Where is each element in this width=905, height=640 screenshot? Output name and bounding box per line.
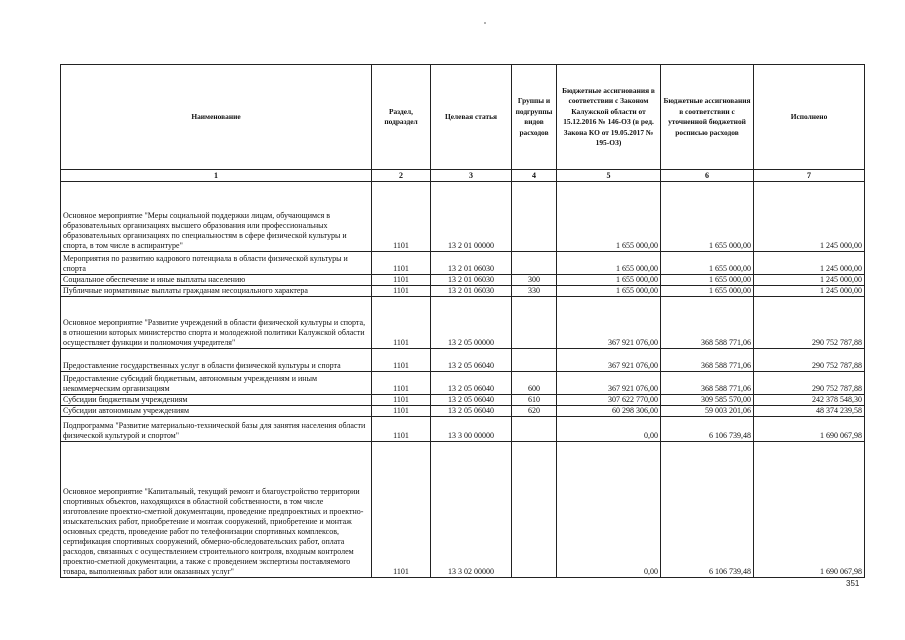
header-refined-allocation: Бюджетные ассигнования в соответствии с уточненной бюджетной росписью расходов [661, 65, 754, 170]
table-row [61, 442, 865, 578]
row-name: Подпрограмма "Развитие материально-технической базы для занятия населения области физической культурой и спортом" [61, 417, 372, 442]
row-refined-amount: 368 588 771,06 [661, 349, 754, 372]
column-number: 5 [557, 170, 661, 182]
row-law-amount: 1 655 000,00 [557, 275, 661, 286]
column-number: 3 [431, 170, 512, 182]
column-number: 6 [661, 170, 754, 182]
row-group: 620 [512, 406, 557, 417]
row-executed-amount: 1 245 000,00 [754, 286, 865, 297]
header-executed: Исполнено [754, 65, 865, 170]
row-executed-amount: 1 245 000,00 [754, 252, 865, 275]
row-target: 13 2 01 06030 [431, 275, 512, 286]
row-law-amount: 1 655 000,00 [557, 252, 661, 275]
row-section: 1101 [372, 417, 431, 442]
table-row [61, 286, 865, 297]
row-group [512, 417, 557, 442]
row-name: Субсидии бюджетным учреждениям [61, 395, 372, 406]
row-law-amount: 367 921 076,00 [557, 372, 661, 395]
row-section: 1101 [372, 406, 431, 417]
row-executed-amount: 290 752 787,88 [754, 372, 865, 395]
row-name: Предоставление субсидий бюджетным, автономным учреждениям и иным некоммерческим организациям [61, 372, 372, 395]
row-section: 1101 [372, 275, 431, 286]
header-law-allocation: Бюджетные ассигнования в соответствии с Законом Калужской области от 15.12.2016 № 146-ОЗ (в ред. Закона КО от 19.05.2017 № 195-ОЗ) [557, 65, 661, 170]
row-refined-amount: 6 106 739,48 [661, 442, 754, 578]
row-refined-amount: 1 655 000,00 [661, 286, 754, 297]
row-name: Субсидии автономным учреждениям [61, 406, 372, 417]
row-refined-amount: 59 003 201,06 [661, 406, 754, 417]
row-law-amount: 0,00 [557, 417, 661, 442]
row-law-amount: 1 655 000,00 [557, 286, 661, 297]
row-section: 1101 [372, 395, 431, 406]
header-groups: Группы и подгруппы видов расходов [512, 65, 557, 170]
header-name: Наименование [61, 65, 372, 170]
row-group: 610 [512, 395, 557, 406]
row-target: 13 2 01 00000 [431, 182, 512, 252]
row-target: 13 2 05 06040 [431, 395, 512, 406]
row-law-amount: 367 921 076,00 [557, 297, 661, 349]
row-name: Основное мероприятие "Капитальный, текущий ремонт и благоустройство территории спортивных объектов, находящихся в областной собственности, в том числе изготовление проектно-сметной документации, проведение предпроектных и проектно-изыскательских работ, приобретение и монтаж сооружений, приобретение и монтаж основных средств, проведение работ по телефонизации спортивных комплексов, сертификация спортивных сооружений, обмерно-обследовательских работ, оплата расходов, связанных с осуществлением строительного контроля, входным контролем проектно-сметной документации, а также с проведением экспертизы поставляемого товара, выполненных работ или оказанных услуг" [61, 442, 372, 578]
row-name: Основное мероприятие "Развитие учреждений в области физической культуры и спорта, в отношении которых министерство спорта и молодежной политики Калужской области осуществляет функции и полномочия учредителя" [61, 297, 372, 349]
row-executed-amount: 48 374 239,58 [754, 406, 865, 417]
column-number: 2 [372, 170, 431, 182]
row-name: Публичные нормативные выплаты гражданам несоциального характера [61, 286, 372, 297]
row-refined-amount: 1 655 000,00 [661, 275, 754, 286]
row-group [512, 252, 557, 275]
column-number: 4 [512, 170, 557, 182]
row-target: 13 2 05 00000 [431, 297, 512, 349]
row-refined-amount: 1 655 000,00 [661, 252, 754, 275]
row-group [512, 442, 557, 578]
row-name: Социальное обеспечение и иные выплаты населению [61, 275, 372, 286]
row-section: 1101 [372, 442, 431, 578]
budget-table [60, 64, 865, 578]
row-refined-amount: 368 588 771,06 [661, 372, 754, 395]
row-law-amount: 0,00 [557, 442, 661, 578]
table-row [61, 275, 865, 286]
row-section: 1101 [372, 297, 431, 349]
table-row [61, 182, 865, 252]
table-row [61, 297, 865, 349]
row-law-amount: 307 622 770,00 [557, 395, 661, 406]
row-name: Основное мероприятие "Меры социальной поддержки лицам, обучающимся в образовательных организациях высшего образования или профессиональных образовательных организациях по специальностям в сфере физической культуры и спорта, в том числе в аспирантуре" [61, 182, 372, 252]
row-executed-amount: 1 245 000,00 [754, 275, 865, 286]
row-executed-amount: 290 752 787,88 [754, 297, 865, 349]
row-refined-amount: 309 585 570,00 [661, 395, 754, 406]
row-executed-amount: 1 690 067,98 [754, 442, 865, 578]
table-row [61, 406, 865, 417]
row-group [512, 349, 557, 372]
row-section: 1101 [372, 372, 431, 395]
row-target: 13 3 02 00000 [431, 442, 512, 578]
header-target: Целевая статья [431, 65, 512, 170]
column-number-row [61, 170, 865, 182]
row-group: 300 [512, 275, 557, 286]
row-target: 13 2 01 06030 [431, 252, 512, 275]
row-group: 330 [512, 286, 557, 297]
row-refined-amount: 368 588 771,06 [661, 297, 754, 349]
row-target: 13 2 05 06040 [431, 372, 512, 395]
table-row [61, 417, 865, 442]
row-law-amount: 367 921 076,00 [557, 349, 661, 372]
row-section: 1101 [372, 349, 431, 372]
table-row [61, 349, 865, 372]
row-target: 13 3 00 00000 [431, 417, 512, 442]
table-row [61, 395, 865, 406]
header-section: Раздел, подраздел [372, 65, 431, 170]
row-law-amount: 1 655 000,00 [557, 182, 661, 252]
row-group [512, 182, 557, 252]
table-row [61, 372, 865, 395]
column-number: 1 [61, 170, 372, 182]
row-section: 1101 [372, 182, 431, 252]
table-row [61, 252, 865, 275]
row-target: 13 2 05 06040 [431, 406, 512, 417]
row-executed-amount: 1 245 000,00 [754, 182, 865, 252]
row-section: 1101 [372, 286, 431, 297]
header-row [61, 65, 865, 170]
row-executed-amount: 1 690 067,98 [754, 417, 865, 442]
row-group [512, 297, 557, 349]
row-executed-amount: 242 378 548,30 [754, 395, 865, 406]
row-refined-amount: 6 106 739,48 [661, 417, 754, 442]
row-executed-amount: 290 752 787,88 [754, 349, 865, 372]
row-name: Предоставление государственных услуг в области физической культуры и спорта [61, 349, 372, 372]
row-target: 13 2 01 06030 [431, 286, 512, 297]
row-group: 600 [512, 372, 557, 395]
scan-speck [484, 22, 486, 24]
row-name: Мероприятия по развитию кадрового потенциала в области физической культуры и спорта [61, 252, 372, 275]
column-number: 7 [754, 170, 865, 182]
page-number: 351 [846, 579, 860, 588]
row-refined-amount: 1 655 000,00 [661, 182, 754, 252]
row-target: 13 2 05 06040 [431, 349, 512, 372]
row-law-amount: 60 298 306,00 [557, 406, 661, 417]
row-section: 1101 [372, 252, 431, 275]
